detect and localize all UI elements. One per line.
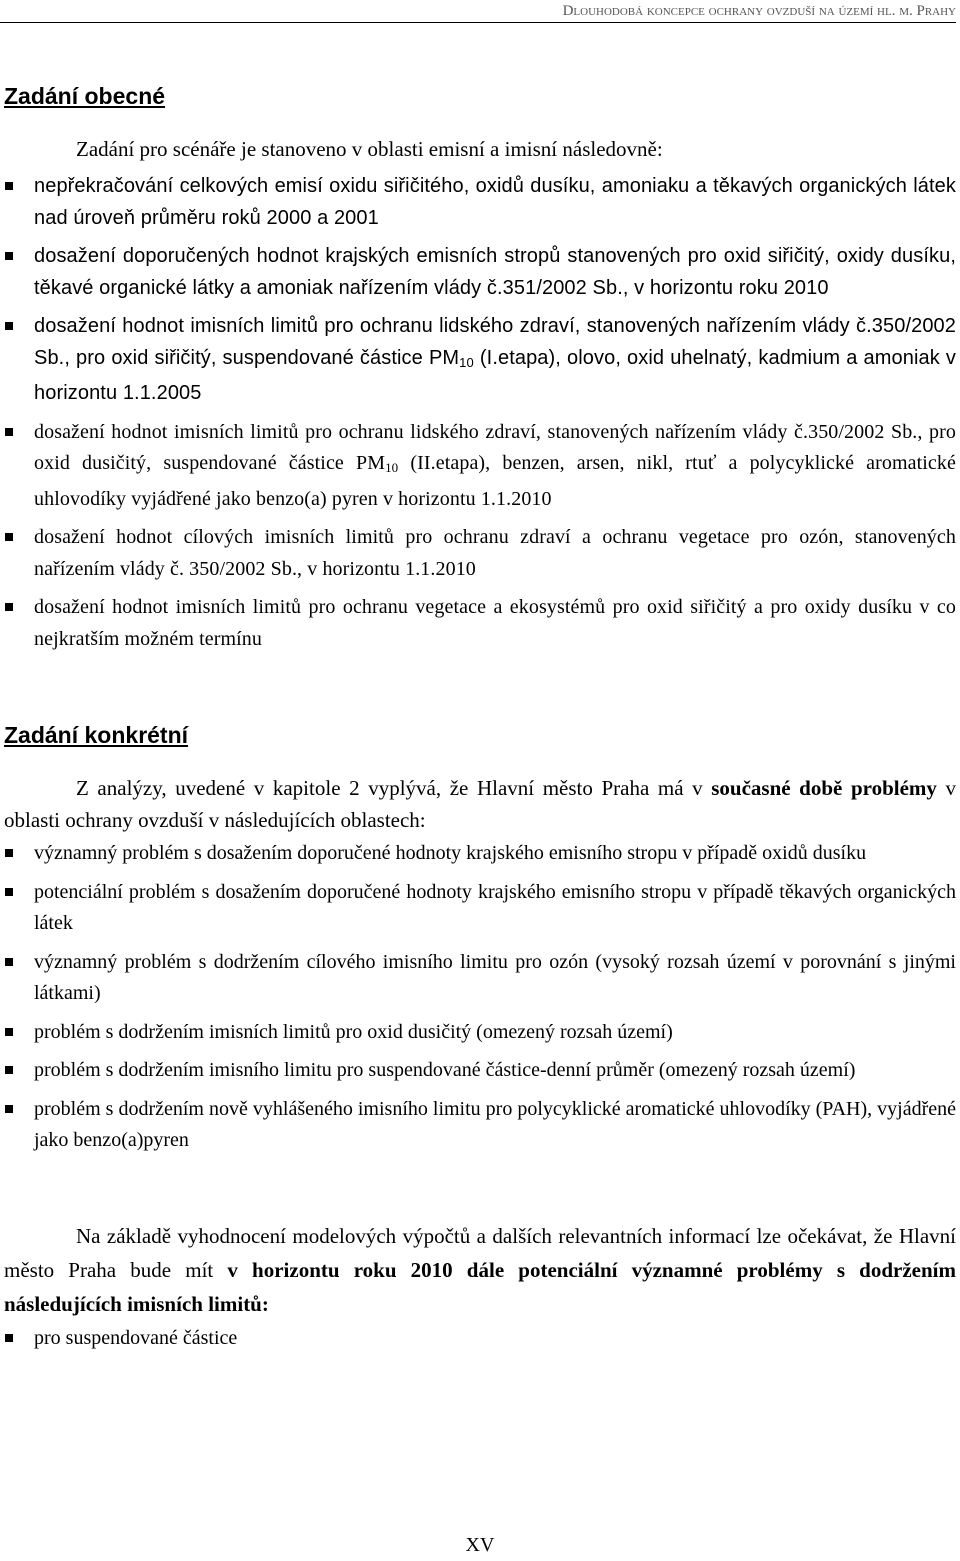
forecast-list [4,1323,956,1355]
bullet-icon [5,1334,13,1342]
list-item: problém s dodržením imisních limitů pro oxid dusičitý (omezený rozsah území) [4,1017,956,1049]
specific-intro: Z analýzy, uvedené v kapitole 2 vyplývá, že Hlavní město Praha má v současné době problémy v oblasti ochrany ovzduší v následujících oblastech: [4,776,957,832]
list-item: problém s dodržením imisního limitu pro suspendované částice-denní průměr (omezený rozsah území) [4,1055,956,1087]
bullet-icon [5,1028,13,1036]
list-item: významný problém s dodržením cílového imisního limitu pro ozón (vysoký rozsah území v porovnání s jinými látkami) [4,947,956,1010]
heading-specific: Zadání konkrétní [4,722,189,748]
bullet-icon [5,1066,13,1074]
bullet-icon [5,428,13,436]
list-item: dosažení hodnot imisních limitů pro ochranu lidského zdraví, stanovených nařízením vlády č.350/2002 Sb., pro oxid dusičitý, suspendované částice $PM_{10}$ (II.etapa), benzen, arsen, nikl, rtuť a polycyklické aromatické uhlovodíky vyjádřené jako benzo(a) pyren v horizontu 1.1.2010 [4,417,956,516]
list-item: dosažení hodnot imisních limitů pro ochranu lidského zdraví, stanovených nařízením vlády č.350/2002 Sb., pro oxid siřičitý, suspendované částice $PM_{10}$ (I.etapa), olovo, oxid uhelnatý, kadmium a amoniak v horizontu 1.1.2005 [4,311,956,410]
bullet-icon [5,849,13,857]
page-number: XV [465,1534,495,1556]
running-header: Dlouhodobá koncepce ochrany ovzduší na území hl. m. Prahy [0,0,956,23]
list-item: pro suspendované částice [4,1323,956,1355]
list-item: dosažení hodnot imisních limitů pro ochranu vegetace a ekosystémů pro oxid siřičitý a pro oxidy dusíku v co nejkratším možném termínu [4,592,956,655]
list-item: dosažení hodnot cílových imisních limitů pro ochranu zdraví a ochranu vegetace pro ozón, stanovených nařízením vlády č. 350/2002 Sb., v horizontu 1.1.2010 [4,522,956,585]
heading-general: Zadání obecné [4,83,166,109]
bullet-icon [5,888,13,896]
forecast-paragraph: Na základě vyhodnocení modelových výpočtů a dalších relevantních informací lze očekávat, že Hlavní město Praha bude mít v horizontu roku 2010 dále potenciální významné problémy s dodržením následujících imisních limitů: [4,1223,956,1316]
list-item: dosažení doporučených hodnot krajských emisních stropů stanovených pro oxid siřičitý, oxidy dusíku, těkavé organické látky a amoniak nařízením vlády č.351/2002 Sb., v horizontu roku 2010 [4,241,956,304]
bullet-icon [5,958,13,966]
list-item: problém s dodržením nově vyhlášeného imisního limitu pro polycyklické aromatické uhlovodíky (PAH), vyjádřené jako benzo(a)pyren [4,1094,956,1157]
list-item: potenciální problém s dosažením doporučené hodnoty krajského emisního stropu v případě těkavých organických látek [4,877,956,940]
bullet-icon [5,322,13,330]
document-body [4,80,956,1354]
bullet-icon [5,182,13,190]
bullet-icon [5,603,13,611]
general-list [4,171,956,655]
general-intro: Zadání pro scénáře je stanoveno v oblasti emisní a imisní následovně: [76,137,663,161]
list-item: nepřekračování celkových emisí oxidu siřičitého, oxidů dusíku, amoniaku a těkavých organických látek nad úroveň průměru roků 2000 a 2001 [4,171,956,234]
bullet-icon [5,533,13,541]
list-item: významný problém s dosažením doporučené hodnoty krajského emisního stropu v případě oxidů dusíku [4,838,956,870]
bullet-icon [5,252,13,260]
bullet-icon [5,1105,13,1113]
specific-list [4,838,956,1157]
